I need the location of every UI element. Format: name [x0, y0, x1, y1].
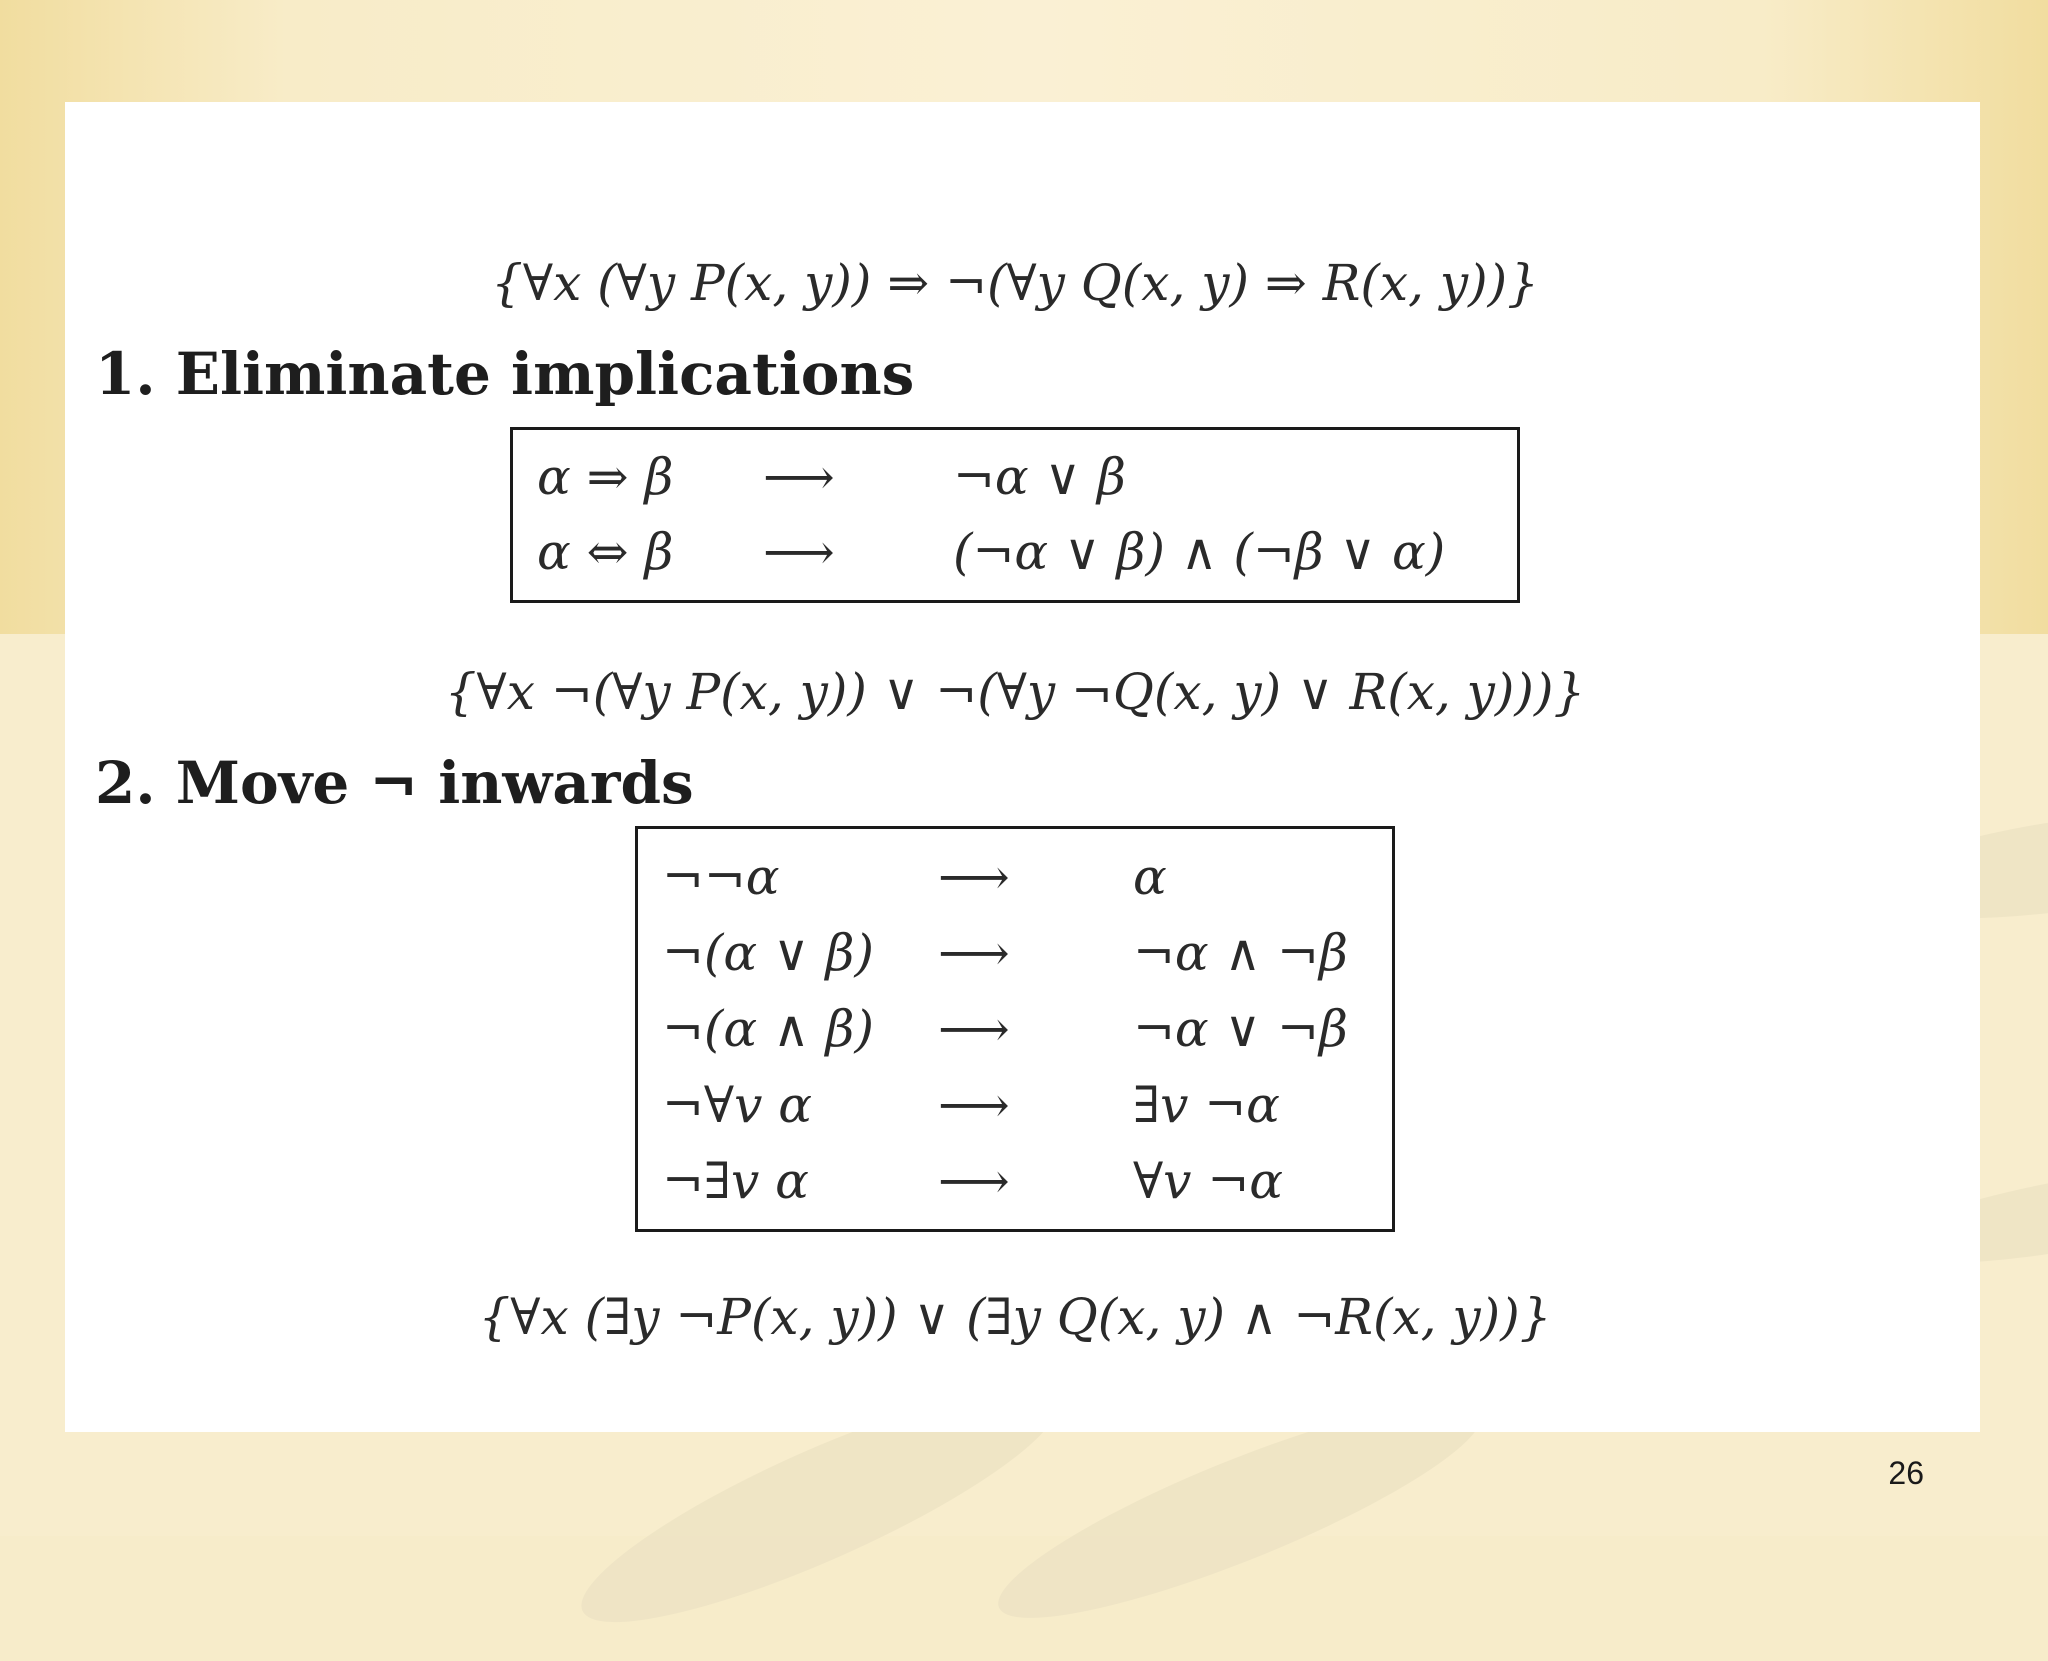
formula-after-step2: {∀x (∃y ¬P(x, y)) ∨ (∃y Q(x, y) ∧ ¬R(x, y))} — [478, 1288, 1552, 1346]
rule-lhs: α ⇔ β — [537, 523, 674, 581]
rule-lhs: ¬(α ∧ β) — [662, 1000, 874, 1058]
step1-rule-box — [510, 427, 1520, 603]
slide-content — [65, 102, 1980, 1432]
rule-lhs: ¬∀v α — [662, 1076, 812, 1134]
right-arrow-icon: ⟶ — [938, 848, 1010, 906]
rule-rhs: ∀v ¬α — [1133, 1152, 1283, 1210]
rule-lhs: α ⇒ β — [537, 448, 674, 506]
formula-original: {∀x (∀y P(x, y)) ⇒ ¬(∀y Q(x, y) ⇒ R(x, y))} — [491, 254, 1539, 312]
step1-heading: 1. Eliminate implications — [95, 340, 915, 408]
rule-rhs: ¬α ∨ ¬β — [1133, 1000, 1348, 1058]
step2-rule-box — [635, 826, 1395, 1232]
rule-rhs: ∃v ¬α — [1133, 1076, 1280, 1134]
right-arrow-icon: ⟶ — [938, 1000, 1010, 1058]
rule-lhs: ¬(α ∨ β) — [662, 924, 874, 982]
rule-rhs: (¬α ∨ β) ∧ (¬β ∨ α) — [953, 523, 1446, 581]
right-arrow-icon: ⟶ — [938, 1152, 1010, 1210]
right-arrow-icon: ⟶ — [938, 924, 1010, 982]
right-arrow-icon: ⟶ — [763, 448, 835, 506]
page-number: 26 — [1888, 1455, 1924, 1491]
rule-lhs: ¬¬α — [662, 848, 780, 906]
rule-lhs: ¬∃v α — [662, 1152, 809, 1210]
right-arrow-icon: ⟶ — [763, 523, 835, 581]
formula-after-step1: {∀x ¬(∀y P(x, y)) ∨ ¬(∀y ¬Q(x, y) ∨ R(x, y)))} — [444, 663, 1586, 721]
rule-rhs: ¬α ∧ ¬β — [1133, 924, 1348, 982]
rule-rhs: α — [1133, 848, 1167, 906]
right-arrow-icon: ⟶ — [938, 1076, 1010, 1134]
step2-heading: 2. Move ¬ inwards — [95, 749, 694, 817]
rule-rhs: ¬α ∨ β — [953, 448, 1126, 506]
